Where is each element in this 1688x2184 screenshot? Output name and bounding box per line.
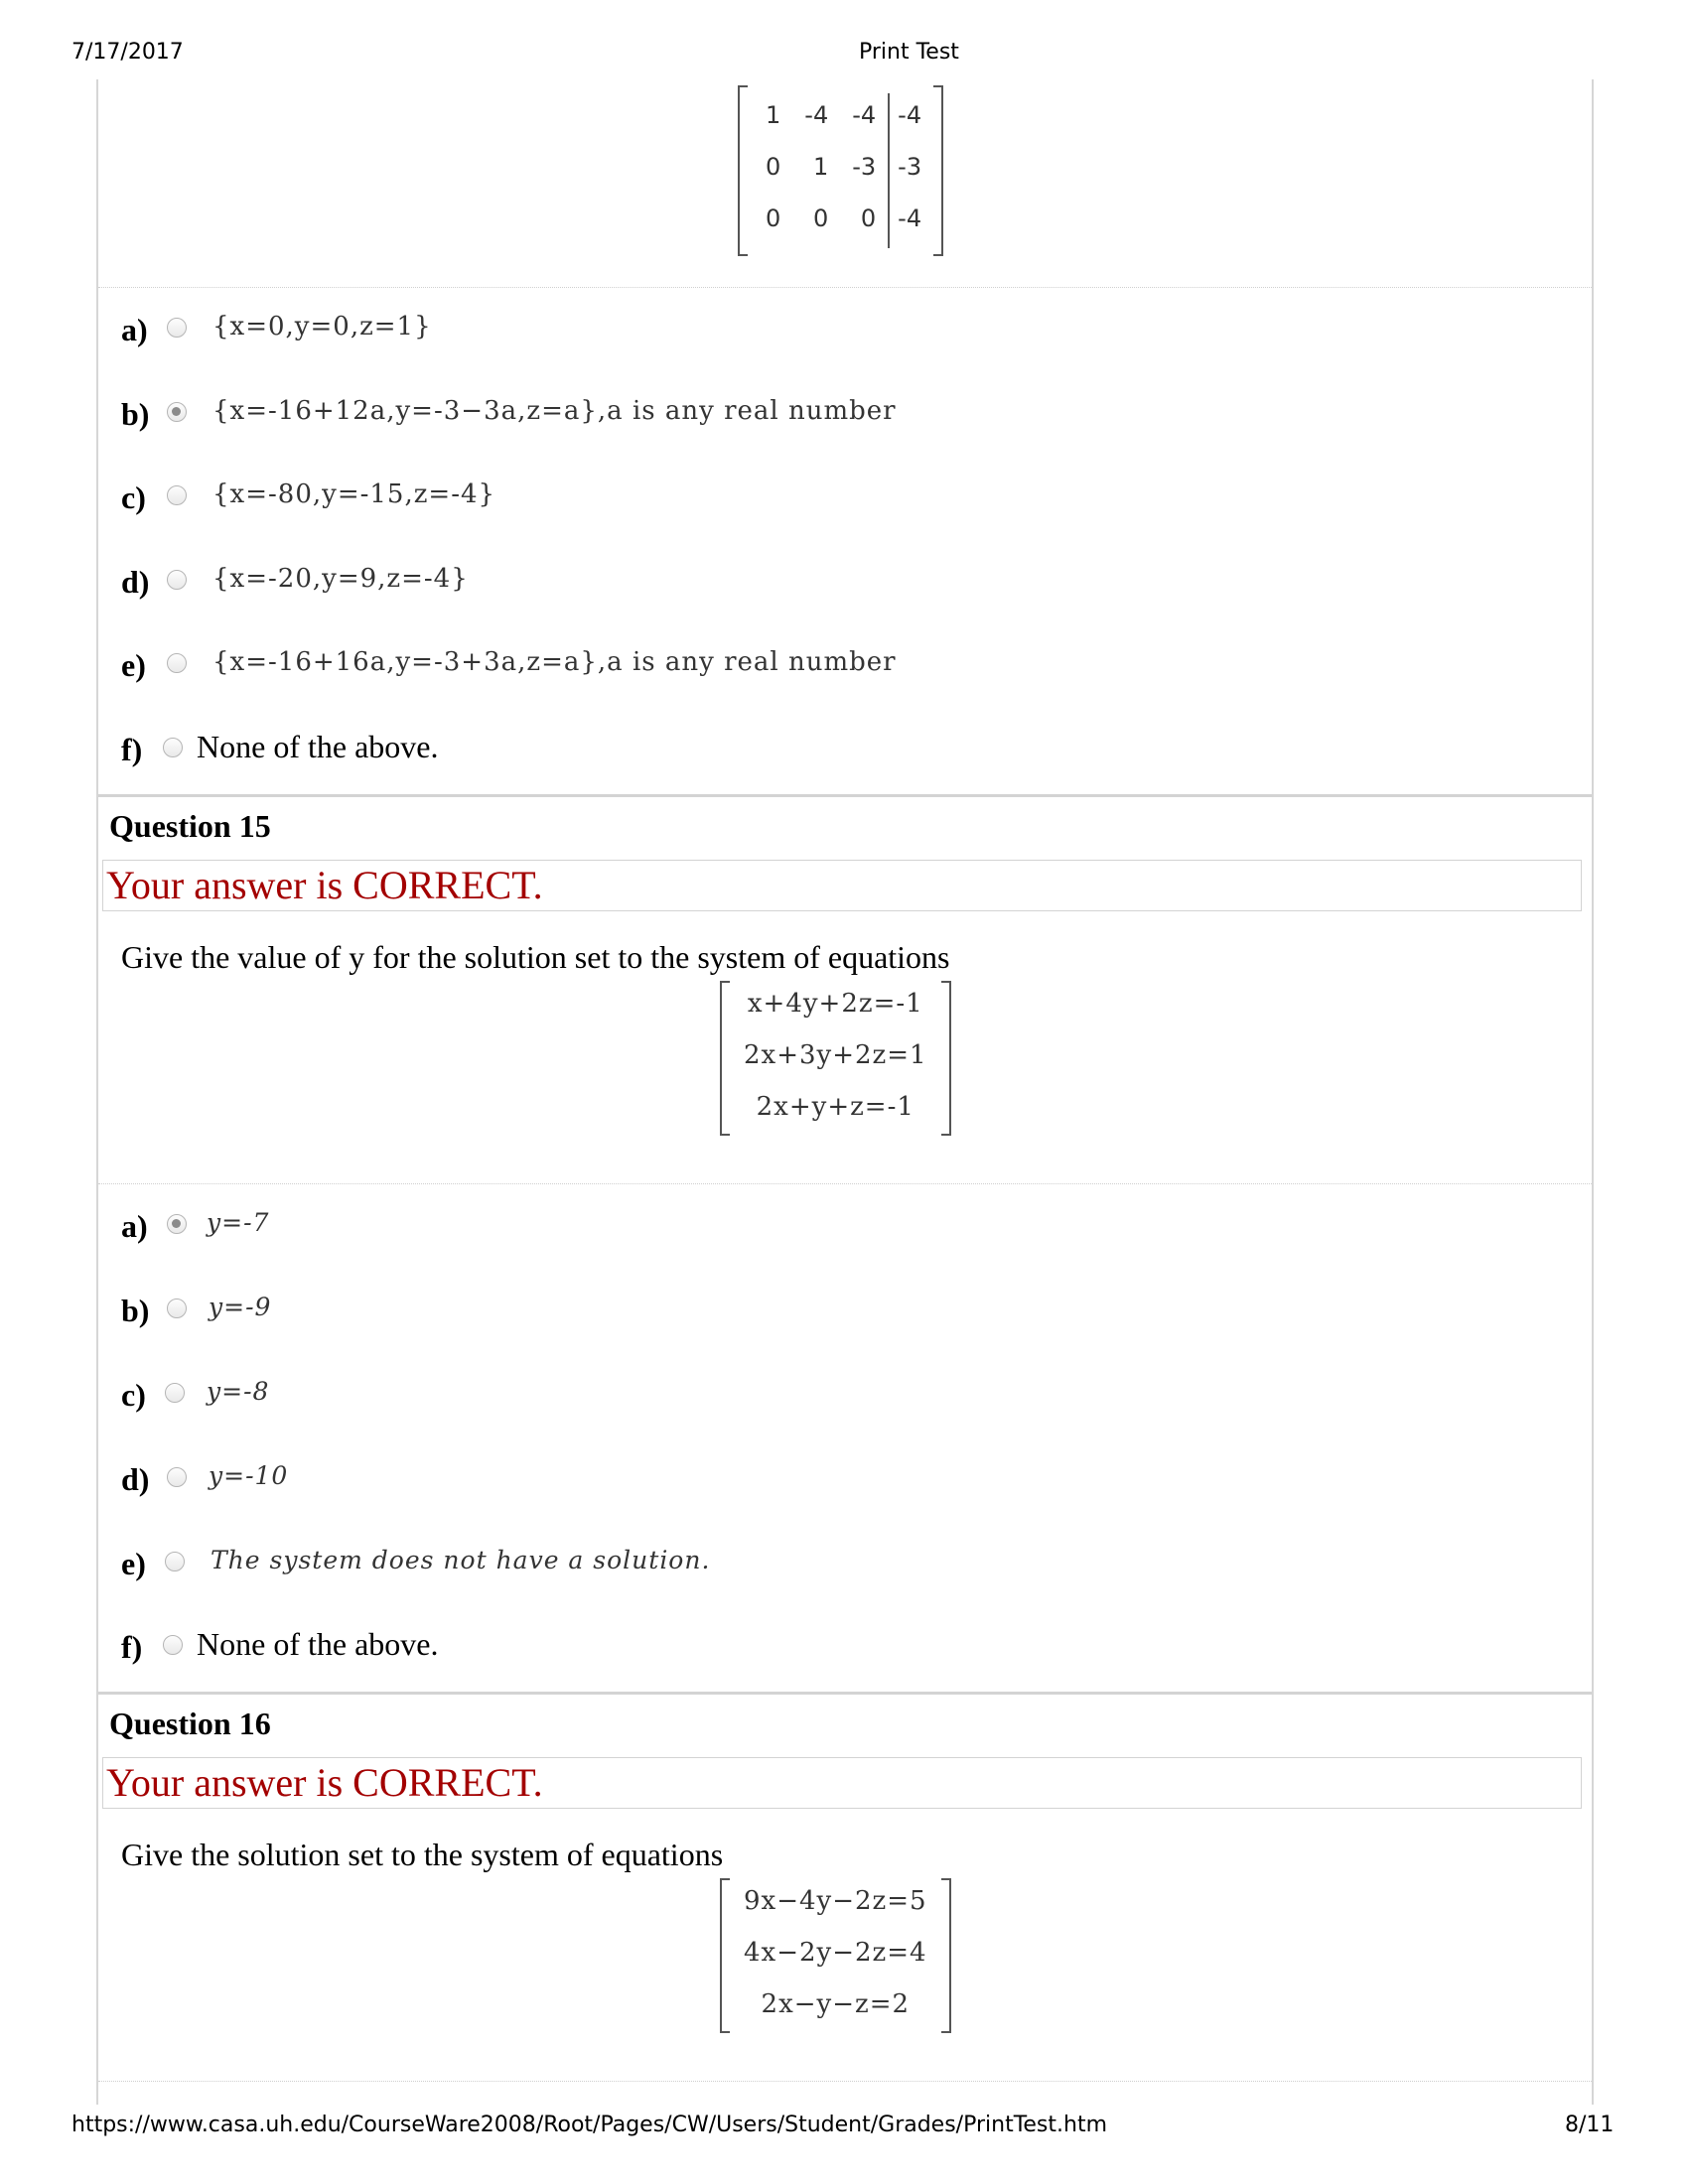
- equation: x+4y+2z=-1: [747, 989, 923, 1019]
- matrix-row: [754, 145, 927, 197]
- choice-letter: b): [121, 1293, 150, 1328]
- choice-text: None of the above.: [197, 1626, 439, 1662]
- matrix-cell: -3: [852, 153, 877, 181]
- choice-text: y=-7: [207, 1208, 270, 1237]
- matrix-cell: 0: [860, 205, 877, 232]
- question-divider: [98, 1692, 1592, 1695]
- question-title: Question 16: [109, 1706, 271, 1741]
- print-date: 7/17/2017: [71, 40, 184, 65]
- radio-button[interactable]: [165, 1552, 185, 1571]
- matrix-cell: 0: [766, 205, 781, 232]
- question-prompt: Give the solution set to the system of equations: [121, 1837, 724, 1872]
- result-text: Your answer is CORRECT.: [106, 863, 543, 907]
- matrix-cell: -4: [804, 101, 829, 129]
- equation: 9x−4y−2z=5: [744, 1886, 927, 1916]
- matrix-cell: 1: [766, 101, 781, 129]
- question-prompt: Give the value of y for the solution set to the system of equations: [121, 939, 950, 975]
- choice-text: The system does not have a solution.: [211, 1546, 711, 1574]
- choice-letter: b): [121, 396, 150, 432]
- radio-button[interactable]: [165, 1383, 185, 1403]
- matrix-cell: 0: [812, 205, 829, 232]
- separator: [98, 1183, 1592, 1184]
- radio-button-selected[interactable]: [167, 402, 187, 422]
- matrix-cell: -4: [889, 197, 927, 248]
- choice-text: {x=-80,y=-15,z=-4}: [212, 479, 496, 509]
- equation: 4x−2y−2z=4: [744, 1938, 927, 1968]
- content-border-right: [1592, 79, 1594, 2105]
- radio-button[interactable]: [167, 1467, 187, 1487]
- choice-text: {x=-20,y=9,z=-4}: [212, 564, 469, 594]
- radio-button-selected[interactable]: [167, 1214, 187, 1234]
- choice-text: {x=-16+12a,y=-3−3a,z=a},a is any real number: [212, 396, 897, 426]
- radio-button[interactable]: [163, 1635, 183, 1655]
- choice-letter: f): [121, 732, 143, 767]
- choice-letter: a): [121, 1208, 148, 1244]
- choice-text: y=-8: [207, 1377, 270, 1406]
- choice-letter: a): [121, 312, 148, 347]
- matrix-cell: 0: [766, 153, 781, 181]
- matrix-cell: -3: [889, 145, 927, 197]
- radio-button[interactable]: [167, 1298, 187, 1318]
- page-number: 8/11: [1565, 2113, 1615, 2137]
- result-banner: [102, 860, 1582, 911]
- matrix-cell: 1: [812, 153, 829, 181]
- separator: [98, 287, 1592, 288]
- radio-button[interactable]: [167, 653, 187, 673]
- q15-equation-system: [720, 981, 951, 1136]
- q16-equation-system: [720, 1878, 951, 2033]
- choice-text: {x=-16+16a,y=-3+3a,z=a},a is any real number: [212, 647, 897, 677]
- radio-button[interactable]: [167, 570, 187, 590]
- choice-letter: e): [121, 647, 146, 683]
- choice-text: None of the above.: [197, 729, 439, 764]
- print-title: Print Test: [859, 40, 959, 65]
- choice-letter: f): [121, 1629, 143, 1665]
- choice-letter: c): [121, 479, 146, 515]
- radio-button[interactable]: [167, 485, 187, 505]
- q14-augmented-matrix: [738, 85, 943, 256]
- radio-button[interactable]: [167, 318, 187, 338]
- question-title: Question 15: [109, 808, 271, 844]
- choice-text: y=-10: [209, 1461, 289, 1490]
- content-border-left: [96, 79, 98, 2105]
- choice-letter: d): [121, 1461, 150, 1497]
- matrix-row: [754, 93, 927, 145]
- equation: 2x−y−z=2: [761, 1989, 911, 2019]
- choice-text: {x=0,y=0,z=1}: [212, 312, 432, 341]
- choice-text: y=-9: [209, 1293, 272, 1321]
- result-banner: [102, 1757, 1582, 1809]
- matrix-cell: -4: [889, 93, 927, 145]
- page-url: https://www.casa.uh.edu/CourseWare2008/Root/Pages/CW/Users/Student/Grades/PrintTest.htm: [71, 2113, 1108, 2137]
- result-text: Your answer is CORRECT.: [106, 1760, 543, 1805]
- question-divider: [98, 794, 1592, 797]
- choice-letter: d): [121, 564, 150, 600]
- matrix-row: [754, 197, 927, 248]
- separator: [98, 2081, 1592, 2082]
- choice-letter: c): [121, 1377, 146, 1413]
- matrix-cell: -4: [852, 101, 877, 129]
- choice-letter: e): [121, 1546, 146, 1581]
- equation: 2x+3y+2z=1: [744, 1040, 927, 1070]
- equation: 2x+y+z=-1: [756, 1092, 914, 1122]
- radio-button[interactable]: [163, 738, 183, 757]
